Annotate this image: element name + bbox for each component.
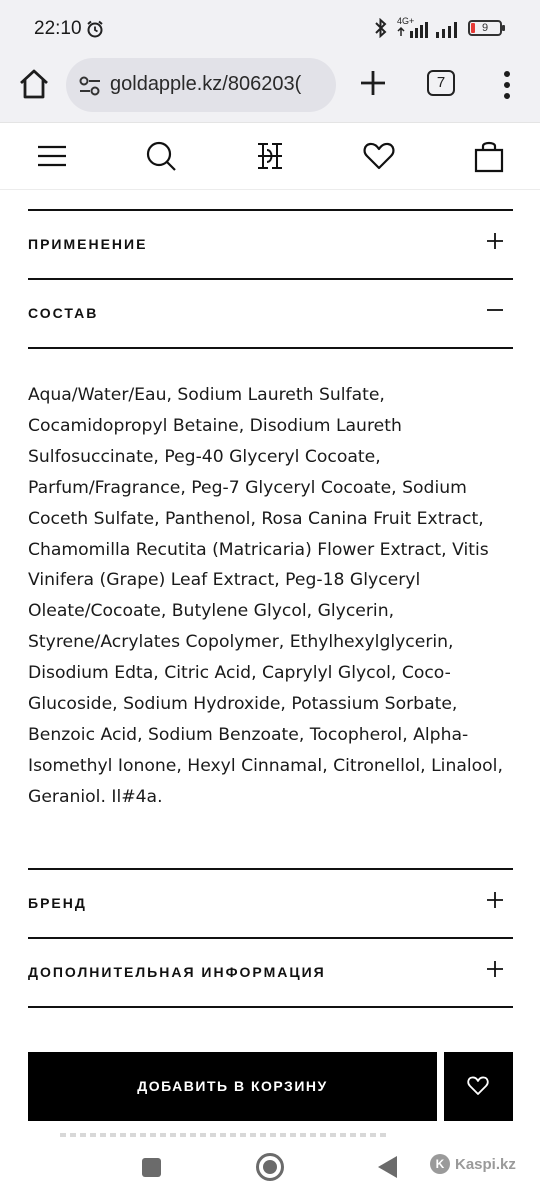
system-navigation-bar [0, 1140, 540, 1200]
accordion-usage-title[interactable]: ПРИМЕНЕНИЕ [28, 236, 148, 252]
composition-text: Aqua/Water/Eau, Sodium Laureth Sulfate, Cocamidopropyl Betaine, Disodium Laureth Sulfosuccinate, Peg-40 Glyceryl Cocoate, Parfum/Fragrance, Peg-7 Glyceryl Cocoate, Sodium Coceth Sulfate, Panthenol, Rosa Canina Fruit Extract, Chamomilla Recutita (Matricaria) Flower Extract, Vitis Vinifera (Grape) Leaf Extract, Peg-18 Glyceryl Oleate/Cocoate, Butylene Glycol, Glycerin, Styrene/Acrylates Copolymer, Ethylhexylglycerin, Disodium Edta, Citric Acid, Caprylyl Glycol, Coco-Glucoside, Sodium Hydroxide, Potassium Sorbate, Benzoic Acid, Sodium Benzoate, Tocopherol, Alpha-Isomethyl Ionone, Hexyl Cinnamal, Citronellol, Linalool, Geraniol. Il#4a. [28, 385, 503, 807]
divider [28, 868, 513, 870]
battery-indicator [468, 20, 502, 36]
plus-icon[interactable] [486, 891, 504, 909]
accordion-brand-title[interactable]: БРЕНД [28, 895, 87, 911]
status-bar [0, 0, 540, 56]
site-header [0, 122, 540, 190]
browser-toolbar [0, 56, 540, 122]
divider [28, 209, 513, 211]
bluetooth-icon [374, 18, 388, 38]
partially-visible-text [60, 1133, 390, 1137]
network-type: 4G+ [397, 16, 415, 26]
divider [28, 1006, 513, 1008]
plus-icon[interactable] [486, 960, 504, 978]
plus-icon[interactable] [486, 232, 504, 250]
kaspi-watermark-text: Kaspi.kz [455, 1155, 516, 1173]
battery-level: 9 [481, 22, 489, 34]
minus-icon[interactable] [486, 301, 504, 319]
tab-count: 7 [436, 74, 446, 91]
recents-icon[interactable] [142, 1158, 161, 1177]
address-bar[interactable] [66, 58, 336, 112]
hamburger-icon[interactable] [35, 139, 69, 173]
status-time: 22:10 [34, 18, 82, 39]
home-icon[interactable] [16, 66, 52, 102]
kaspi-logo-icon: K [430, 1154, 450, 1174]
heart-icon[interactable] [362, 139, 396, 173]
accordion-additional-title[interactable]: ДОПОЛНИТЕЛЬНАЯ ИНФОРМАЦИЯ [28, 964, 326, 980]
bag-icon[interactable] [472, 139, 506, 173]
divider [28, 937, 513, 939]
add-to-wishlist-button[interactable] [444, 1052, 513, 1121]
search-icon[interactable] [144, 139, 178, 173]
tune-icon[interactable] [78, 75, 102, 97]
divider [28, 347, 513, 349]
accordion-composition-title[interactable]: СОСТАВ [28, 305, 99, 321]
url-text: goldapple.kz/806203( [110, 73, 302, 95]
signal-icon-2 [436, 22, 460, 38]
tabs-button[interactable] [427, 70, 455, 96]
more-vert-icon[interactable] [496, 68, 518, 102]
divider [28, 278, 513, 280]
signal-icon-1 [396, 22, 430, 38]
goldapple-logo-icon[interactable] [253, 139, 287, 173]
kaspi-watermark [430, 1154, 516, 1174]
plus-icon[interactable] [356, 66, 390, 100]
alarm-icon [86, 20, 104, 38]
back-icon[interactable] [378, 1156, 397, 1178]
heart-icon [467, 1076, 489, 1096]
home-circle-icon[interactable] [256, 1153, 284, 1181]
add-to-cart-button[interactable]: ДОБАВИТЬ В КОРЗИНУ [28, 1052, 437, 1121]
